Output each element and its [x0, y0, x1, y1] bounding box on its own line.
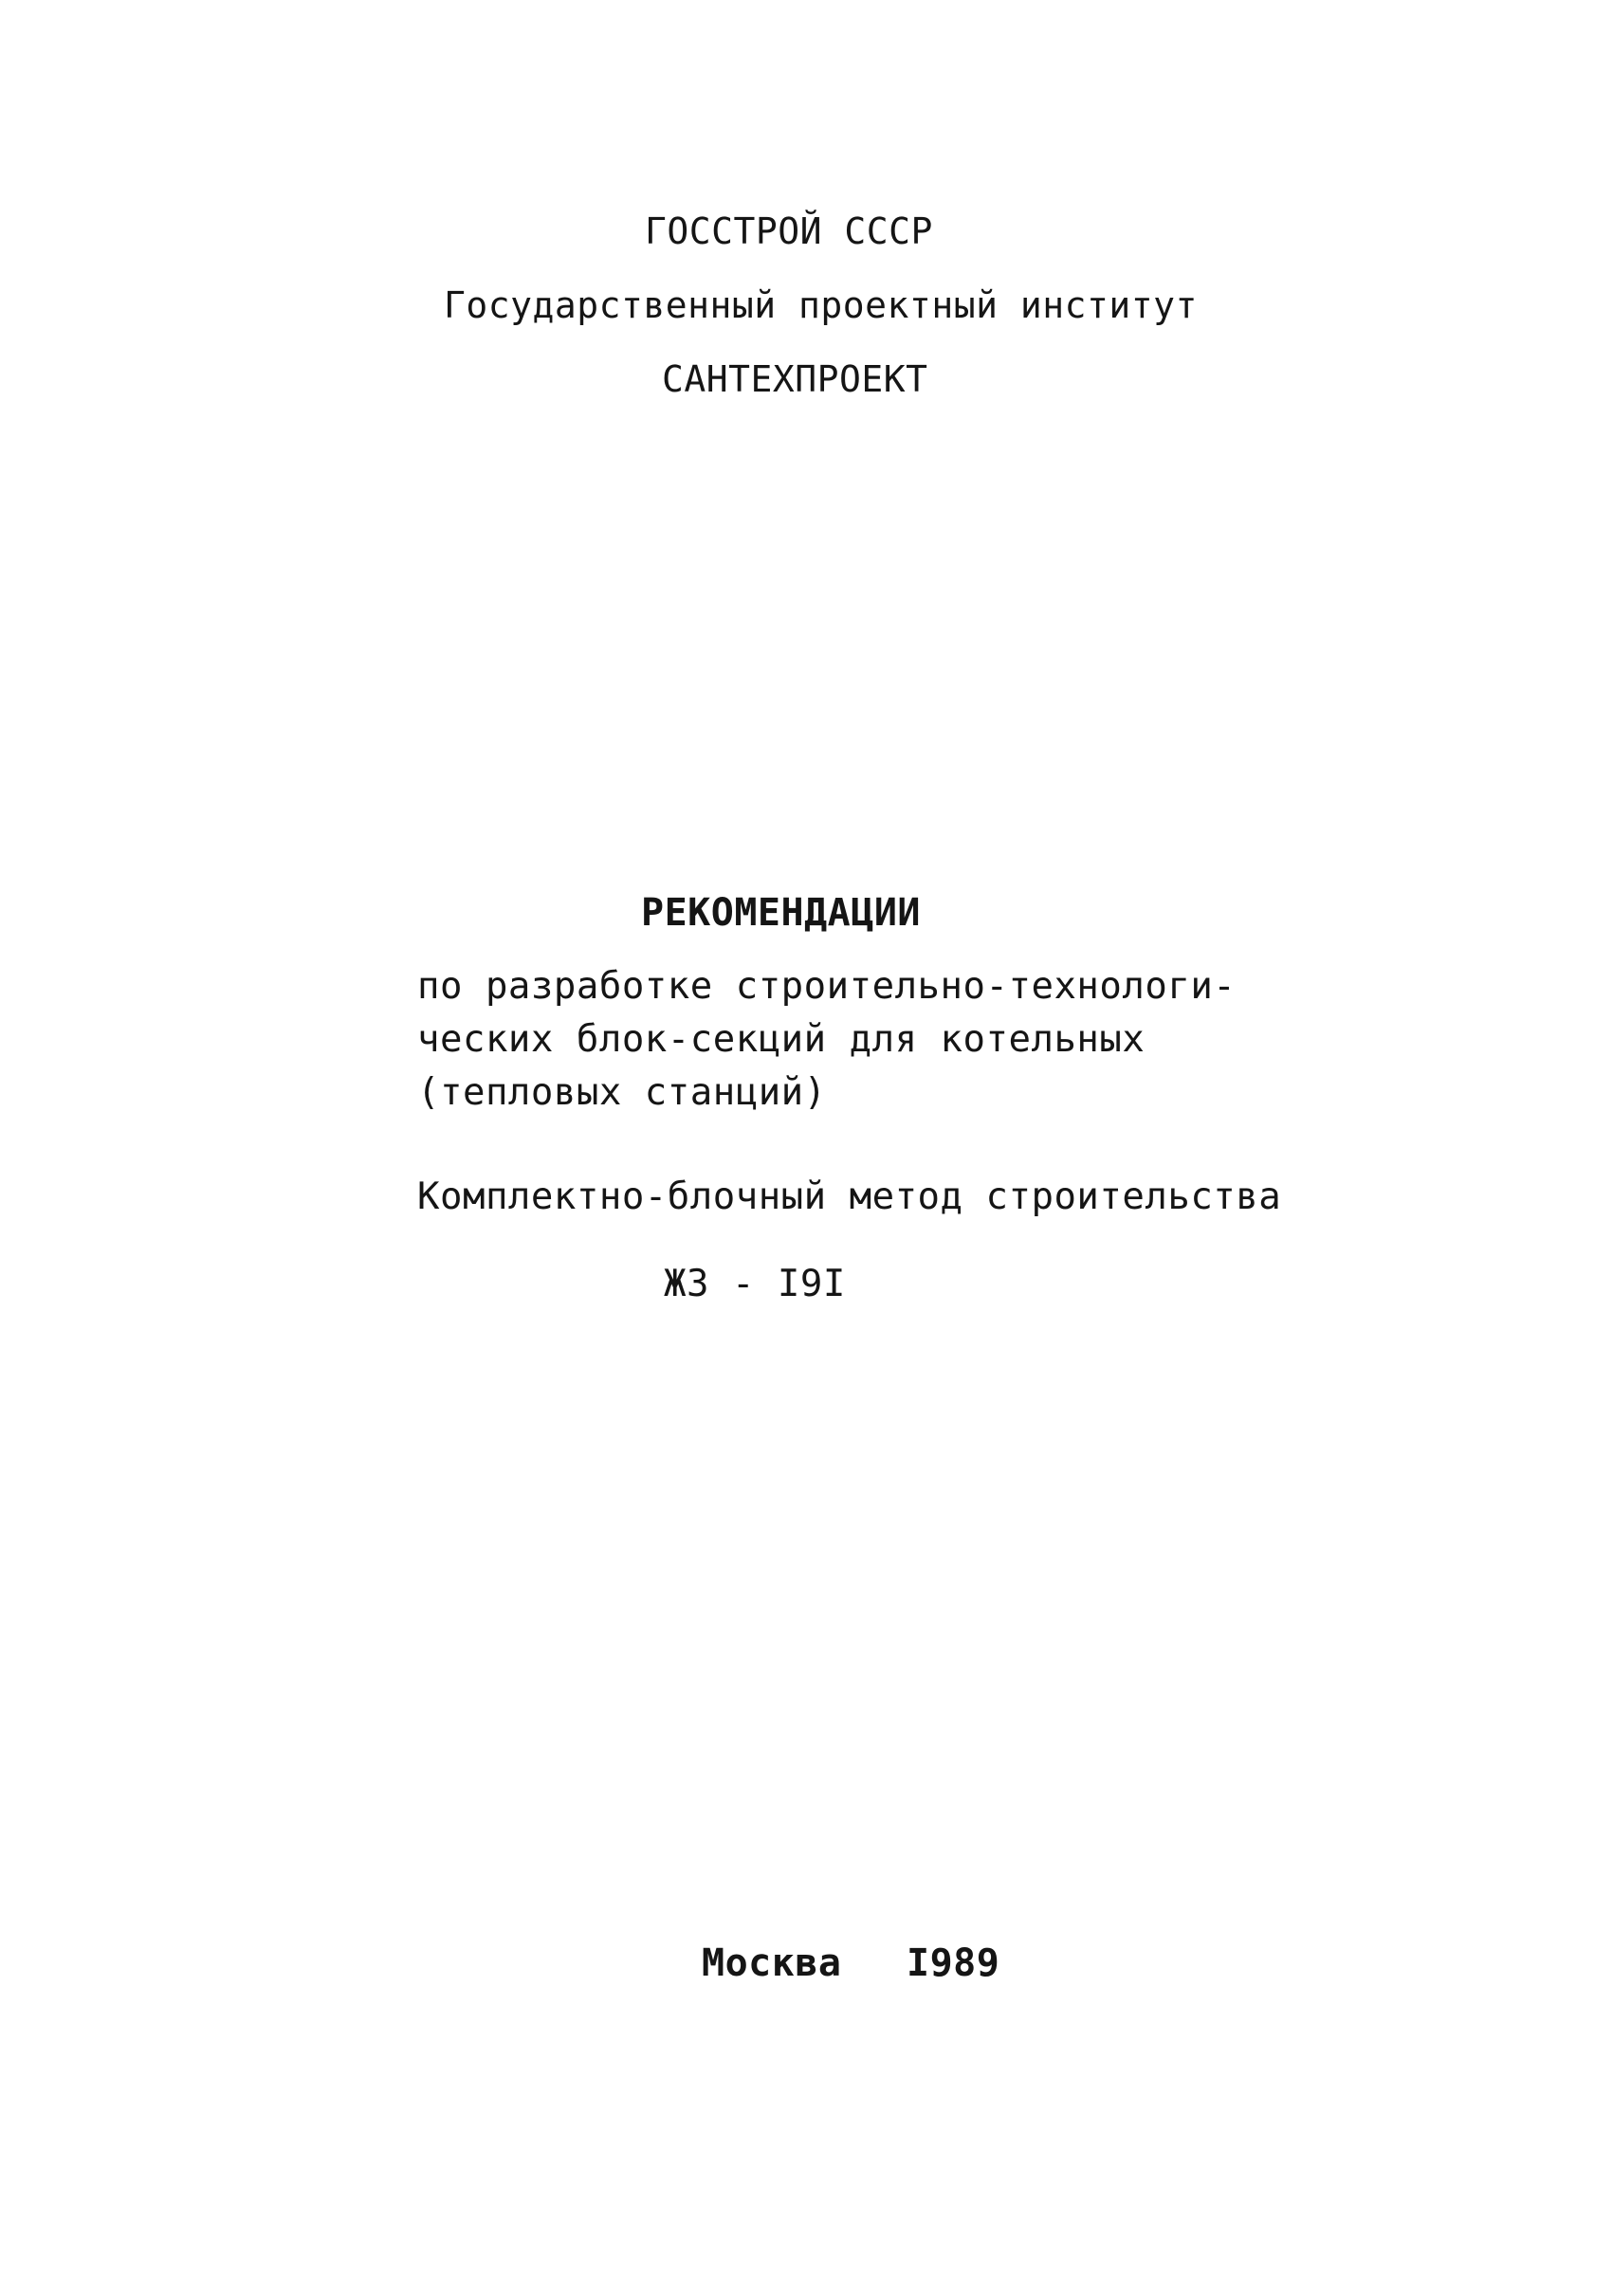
organization-name: ГОССТРОЙ СССР [645, 210, 933, 252]
publication-year: I989 [907, 1941, 1000, 1985]
document-subtitle-line-2: ческих блок-секций для котельных [417, 1018, 1146, 1061]
document-subtitle-line-3: (тепловых станций) [417, 1071, 827, 1114]
document-code: ЖЗ - I9I [664, 1263, 846, 1305]
construction-method: Комплектно-блочный метод строительства [417, 1175, 1282, 1218]
institute-type: Государственный проектный институт [444, 284, 1198, 326]
document-title: РЕКОМЕНДАЦИИ [641, 891, 921, 935]
document-subtitle-line-1: по разработке строительно-технологи- [417, 965, 1237, 1008]
publication-city: Москва [702, 1941, 842, 1985]
institute-name: САНТЕХПРОЕКТ [662, 358, 928, 400]
